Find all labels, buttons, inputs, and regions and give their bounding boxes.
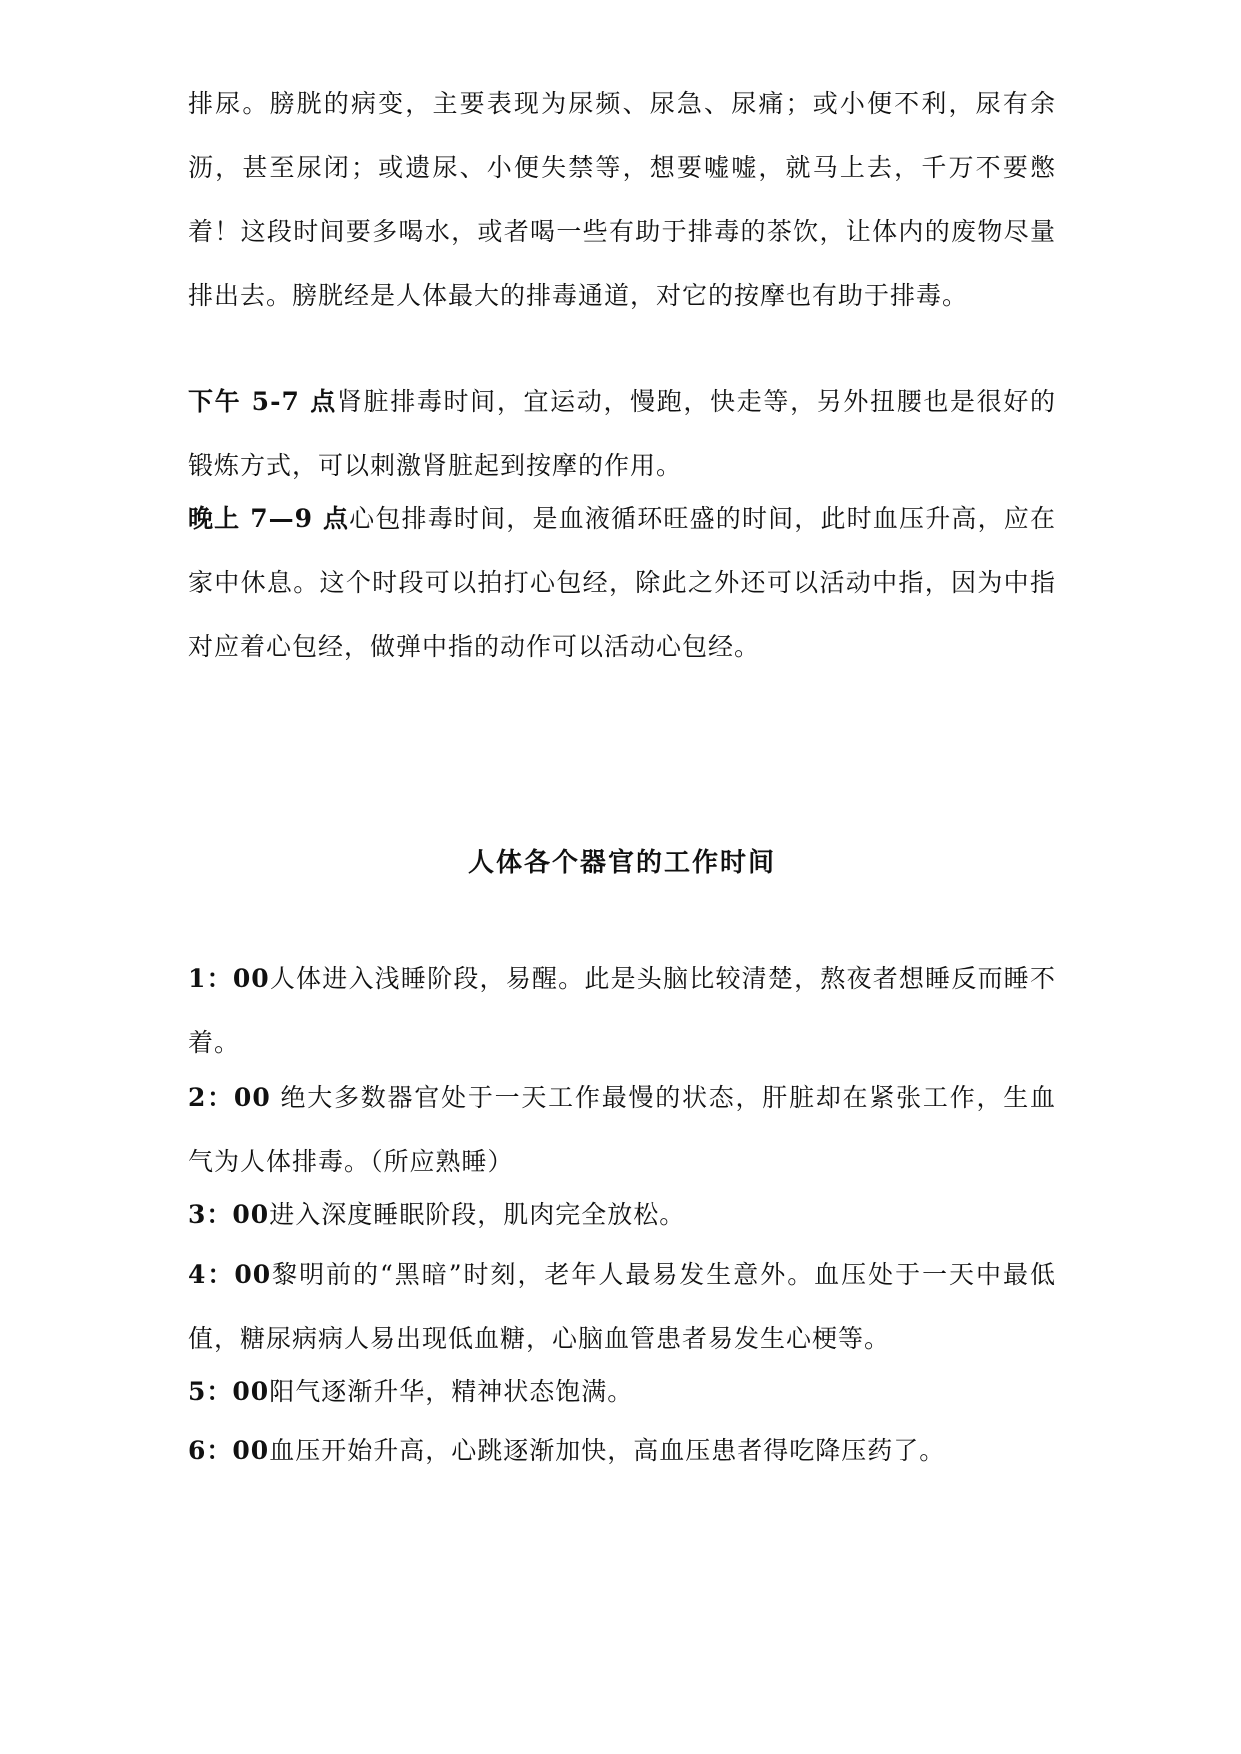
- paragraph-kidney: [188, 370, 1056, 498]
- item-text: 绝大多数器官处于一天工作最慢的状态，肝脏却在紧张工作，生血气为人体排毒。（所应熟睡）: [188, 1083, 1057, 1176]
- list-item-5: [188, 1360, 1056, 1424]
- section-title: 人体各个器官的工作时间: [467, 848, 776, 878]
- item-time: 4：00: [188, 1260, 272, 1289]
- kidney-time-label: 下午 5-7 点: [188, 387, 337, 416]
- list-item-3: [188, 1183, 1056, 1247]
- pericardium-text: 心包排毒时间，是血液循环旺盛的时间，此时血压升高，应在家中休息。这个时段可以拍打心包经，除此之外还可以活动中指，因为中指对应着心包经，做弹中指的动作可以活动心包经。: [188, 504, 1056, 661]
- item-text: 进入深度睡眠阶段，肌肉完全放松。: [269, 1200, 686, 1229]
- list-item-4: [188, 1243, 1056, 1371]
- item-time: 1：00: [188, 964, 270, 993]
- item-text: 阳气逐渐升华，精神状态饱满。: [269, 1377, 634, 1406]
- item-text: 黎明前的“黑暗”时刻，老年人最易发生意外。血压处于一天中最低值，糖尿病病人易出现低血糖，心脑血管患者易发生心梗等。: [188, 1260, 1056, 1353]
- list-item-1: [188, 947, 1056, 1075]
- item-time: 5：00: [188, 1377, 270, 1406]
- paragraph-bladder-text: 排尿。膀胱的病变，主要表现为尿频、尿急、尿痛；或小便不利，尿有余沥，甚至尿闭；或遗尿、小便失禁等，想要嘘嘘，就马上去，千万不要憋着！这段时间要多喝水，或者喝一些有助于排毒的茶饮，让体内的废物尽量排出去。膀胱经是人体最大的排毒通道，对它的按摩也有助于排毒。: [188, 89, 1056, 310]
- pericardium-time-label: 晚上 7—9 点: [188, 504, 350, 533]
- paragraph-bladder: [188, 72, 1056, 328]
- paragraph-pericardium: [188, 487, 1056, 679]
- item-text: 人体进入浅睡阶段，易醒。此是头脑比较清楚，熬夜者想睡反而睡不着。: [188, 964, 1056, 1057]
- kidney-text: 肾脏排毒时间，宜运动，慢跑，快走等，另外扭腰也是很好的锻炼方式，可以刺激肾脏起到按摩的作用。: [188, 387, 1056, 480]
- item-time: 3：00: [188, 1200, 270, 1229]
- item-time: 2：00: [188, 1083, 271, 1112]
- list-item-2: [188, 1066, 1056, 1194]
- list-item-6: [188, 1419, 1056, 1483]
- item-text: 血压开始升高，心跳逐渐加快，高血压患者得吃降压药了。: [269, 1436, 946, 1465]
- item-time: 6：00: [188, 1436, 270, 1465]
